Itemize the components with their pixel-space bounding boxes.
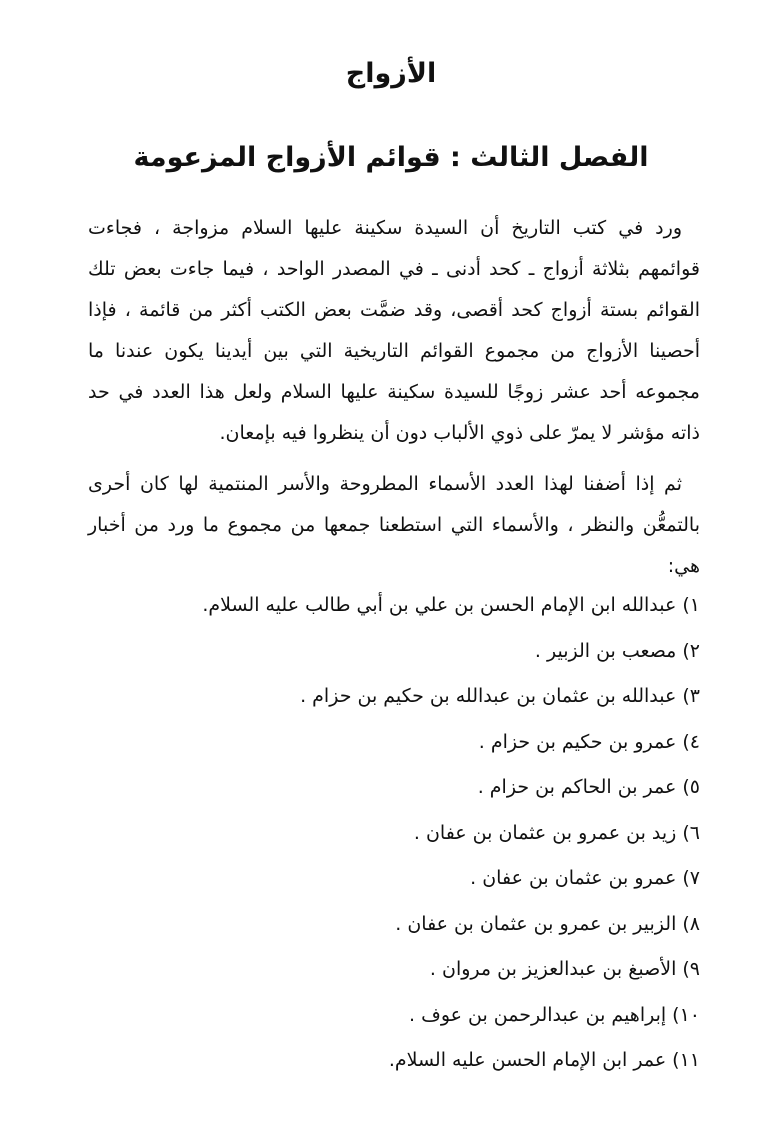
list-item-text: عبدالله بن عثمان بن عبدالله بن حكيم بن حزام . bbox=[300, 685, 677, 707]
list-item-number: ١) bbox=[682, 594, 700, 616]
list-item-number: ٥) bbox=[682, 776, 700, 798]
list-item-number: ١٠) bbox=[672, 1003, 700, 1026]
husbands-list bbox=[200, 583, 700, 1084]
list-item bbox=[200, 902, 700, 948]
list-item bbox=[200, 993, 700, 1039]
list-item-text: زيد بن عمرو بن عثمان بن عفان . bbox=[413, 821, 677, 844]
list-item-number: ٤) bbox=[682, 730, 700, 753]
body-text bbox=[88, 208, 700, 587]
list-item-text: عبدالله ابن الإمام الحسن بن علي بن أبي طالب عليه السلام. bbox=[202, 594, 677, 616]
list-item-text: الأصبغ بن عبدالعزيز بن مروان . bbox=[429, 958, 677, 980]
list-item bbox=[200, 765, 700, 811]
list-item bbox=[200, 1038, 700, 1084]
list-item-text: عمر ابن الإمام الحسن عليه السلام. bbox=[388, 1049, 667, 1071]
list-item-number: ٣) bbox=[682, 685, 700, 707]
list-item bbox=[200, 720, 700, 766]
list-item-text: عمر بن الحاكم بن حزام . bbox=[477, 776, 677, 798]
list-item bbox=[200, 629, 700, 675]
list-item-text: مصعب بن الزبير . bbox=[534, 639, 677, 662]
list-item bbox=[200, 947, 700, 993]
list-item-text: الزبير بن عمرو بن عثمان بن عفان . bbox=[395, 912, 677, 935]
list-item-text: عمرو بن حكيم بن حزام . bbox=[478, 730, 677, 753]
list-item-number: ٢) bbox=[682, 639, 700, 662]
list-item bbox=[200, 811, 700, 857]
list-item-text: إبراهيم بن عبدالرحمن بن عوف . bbox=[409, 1003, 667, 1026]
chapter-title: الفصل الثالث : قوائم الأزواج المزعومة bbox=[133, 142, 649, 173]
list-item-text: عمرو بن عثمان بن عفان . bbox=[470, 867, 677, 889]
list-item-number: ٩) bbox=[682, 958, 700, 980]
list-item-number: ٨) bbox=[682, 912, 700, 935]
running-head: الأزواج bbox=[345, 58, 437, 89]
list-item bbox=[200, 583, 700, 629]
list-item bbox=[200, 856, 700, 902]
list-item bbox=[200, 674, 700, 720]
list-item-number: ١١) bbox=[672, 1049, 700, 1071]
paragraph: ثم إذا أضفنا لهذا العدد الأسماء المطروحة والأسر المنتمية لها كان أحرى بالتمعُّن والنظر ، والأسماء التي استطعنا جمعها من مجموع ما ورد من أخبار هي: bbox=[88, 473, 700, 577]
list-item-number: ٧) bbox=[682, 867, 700, 889]
paragraph: ورد في كتب التاريخ أن السيدة سكينة عليها السلام مزواجة ، فجاءت قوائمهم بثلاثة أزواج ـ كحد أدنى ـ في المصدر الواحد ، فيما جاءت بعض تلك القوائم بستة أزواج كحد أقصى، وقد ضمَّت بعض الكتب أكثر من قائمة ، فإذا أحصينا الأزواج من مجموع القوائم التاريخية التي بين أيدينا يكون عندنا ما مجموعه أحد عشر زوجًا للسيدة سكينة عليها السلام ولعل هذا العدد في حد ذاته مؤشر لا يمرّ على ذوي الألباب دون أن ينظروا فيه بإمعان. bbox=[88, 217, 700, 444]
list-item-number: ٦) bbox=[682, 821, 700, 844]
